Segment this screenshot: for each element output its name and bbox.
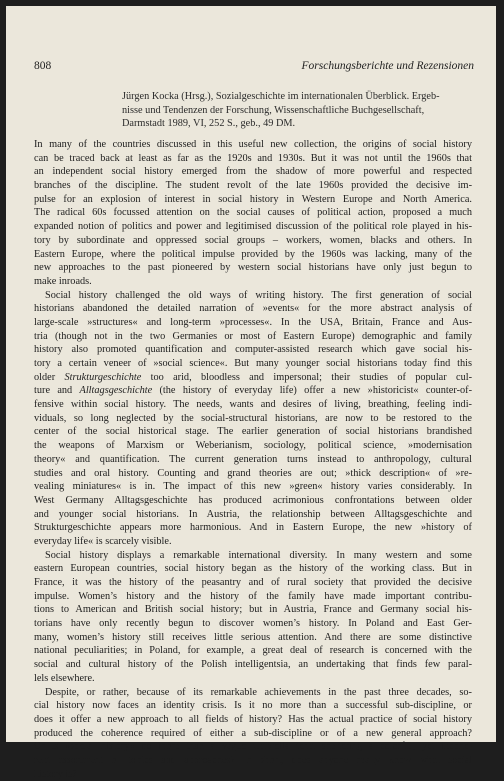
text-line: theory« and quantification. The current generation turns instead to anthropology, cultural xyxy=(34,453,472,467)
text-line: center of the social historical stage. The earlier generation of social historians brandished xyxy=(34,425,472,439)
review-body xyxy=(34,138,472,781)
text-line: can be traced back at least as far as the 1920s and 1930s. But it was not until the 1960s that xyxy=(34,152,472,166)
text-line: Eastern Europe, where the political impulse provided by the 1960s was lacking, many of the xyxy=(34,248,472,262)
text-line: an independent social history emerged from the shadow of more powerful and respected xyxy=(34,165,472,179)
text-line: the weapons of Marxism or Weberianism, sociology, political science, »modernisation xyxy=(34,439,472,453)
text-line: produced the coherence required of either a sub-discipline or of a new general approach? xyxy=(34,727,472,741)
text-line: and younger social historians. In Austria, the relationship between Alltagsgeschichte and xyxy=(34,508,472,522)
text-line: impulse. Women’s history and the history of the family have made important contribu- xyxy=(34,590,472,604)
text-line: eastern European countries, social history began as the history of the working class. But in xyxy=(34,562,472,576)
text-line: West Germany Alltagsgeschichte has produced acrimonious confrontations between older xyxy=(34,494,472,508)
section-title: Forschungsberichte und Rezensionen xyxy=(302,60,474,72)
text-line: lels elsewhere. xyxy=(34,672,472,686)
citation-line: Jürgen Kocka (Hrsg.), Sozialgeschichte im internationalen Überblick. Ergeb- xyxy=(122,90,472,104)
text-line: Strukturgeschichte appears more harmonious. And in Eastern Europe, the new »history of xyxy=(34,521,472,535)
text-line: large-scale »structures« and long-term »processes«. In the USA, Britain, France and Aus- xyxy=(34,316,472,330)
text-line: pulse for an explosion of interest in social history in Western Europe and North America. xyxy=(34,193,472,207)
text-line: older Strukturgeschichte too arid, bloodless and impersonal; their studies of popular cul- xyxy=(34,371,472,385)
text-line: historians abandoned the detailed narration of »events« for the more abstract analysis of xyxy=(34,302,472,316)
text-line: branches of the discipline. The student revolt of the late 1960s provided the decisive im- xyxy=(34,179,472,193)
text-line: Social history displays a remarkable international diversity. In many western and some xyxy=(34,549,472,563)
text-line: vealing miniatures« is in. The impact of this new »green« history varies considerably. In xyxy=(34,480,472,494)
text-line: national peculiarities; in Poland, for example, a great deal of research is concerned with the xyxy=(34,644,472,658)
text-line: make inroads. xyxy=(34,275,472,289)
text-line: France, it was the history of the peasantry and of rural society that provided the decisive xyxy=(34,576,472,590)
paragraph xyxy=(34,686,472,781)
page-number: 808 xyxy=(34,60,51,72)
text-line: everyday life« is scarcely visible. xyxy=(34,535,472,549)
citation-line: nisse und Tendenzen der Forschung, Wissenschaftliche Buchgesellschaft, xyxy=(122,104,472,118)
paragraph xyxy=(34,138,472,289)
text-line: many, women’s history still receives little serious attention. And there are some distinctive xyxy=(34,631,472,645)
text-line: fensive within social history. The needs, wants and desires of living, breathing, feeling indi- xyxy=(34,398,472,412)
text-line: Or is »social history« no more than a vague umbrella term sheltering a colorful, yet incohe- xyxy=(34,740,472,754)
book-page xyxy=(6,6,496,742)
text-line: The radical 60s focussed attention on the social causes of political action, proposed a much xyxy=(34,206,472,220)
text-line: social and cultural history of the Polish intelligentsia, an undertaking that finds few paral- xyxy=(34,658,472,672)
text-line: viduals, so long neglected by the social-structural historians, are now to be restored to the xyxy=(34,412,472,426)
text-line: history also promoted quantification and computer-assisted research which gave social his- xyxy=(34,343,472,357)
text-line: torians have only recently begun to discover women’s history. In Poland and East Ger- xyxy=(34,617,472,631)
text-line: tria (though not in the two Germanies or most of Eastern Europe) demographic and family xyxy=(34,330,472,344)
citation-line: Darmstadt 1989, VI, 252 S., geb., 49 DM. xyxy=(122,117,472,131)
book-citation xyxy=(122,90,472,131)
text-line: tory by subordinate and oppressed social groups – workers, women, blacks and others. In xyxy=(34,234,472,248)
text-line: new approaches to the past pioneered by western social historians have only just begun to xyxy=(34,261,472,275)
text-line: Despite, or rather, because of its remarkable achievements in the past three decades, so- xyxy=(34,686,472,700)
text-line: expanded notion of politics and power and legitimised discussion of the political role played in his- xyxy=(34,220,472,234)
text-line: ture and Alltagsgeschichte (the history of everyday life) offer a new »historicist« counter-of- xyxy=(34,384,472,398)
text-line: cial history now faces an identity crisis. Is it no more than a successful sub-discipline, or xyxy=(34,699,472,713)
text-line: history is? xyxy=(34,768,472,781)
text-line: tions to American and British social history; but in Austria, France and Germany social his- xyxy=(34,603,472,617)
text-line: Social history challenged the old ways of writing history. The first generation of social xyxy=(34,289,472,303)
text-line: studies and oral history. Counting and grand theories are out; »thick description« of »re- xyxy=(34,467,472,481)
text-line: does it offer a new approach to all fields of history? Has the actual practice of social history xyxy=(34,713,472,727)
paragraph xyxy=(34,289,472,549)
text-line: In many of the countries discussed in this useful new collection, the origins of social history xyxy=(34,138,472,152)
text-line: tory a certain veneer of »social science«. But many younger social historians today find this xyxy=(34,357,472,371)
text-line: rent assortment of topics and approaches? In short, does anyone really know what social xyxy=(34,754,472,768)
running-header xyxy=(34,60,474,74)
paragraph xyxy=(34,549,472,686)
